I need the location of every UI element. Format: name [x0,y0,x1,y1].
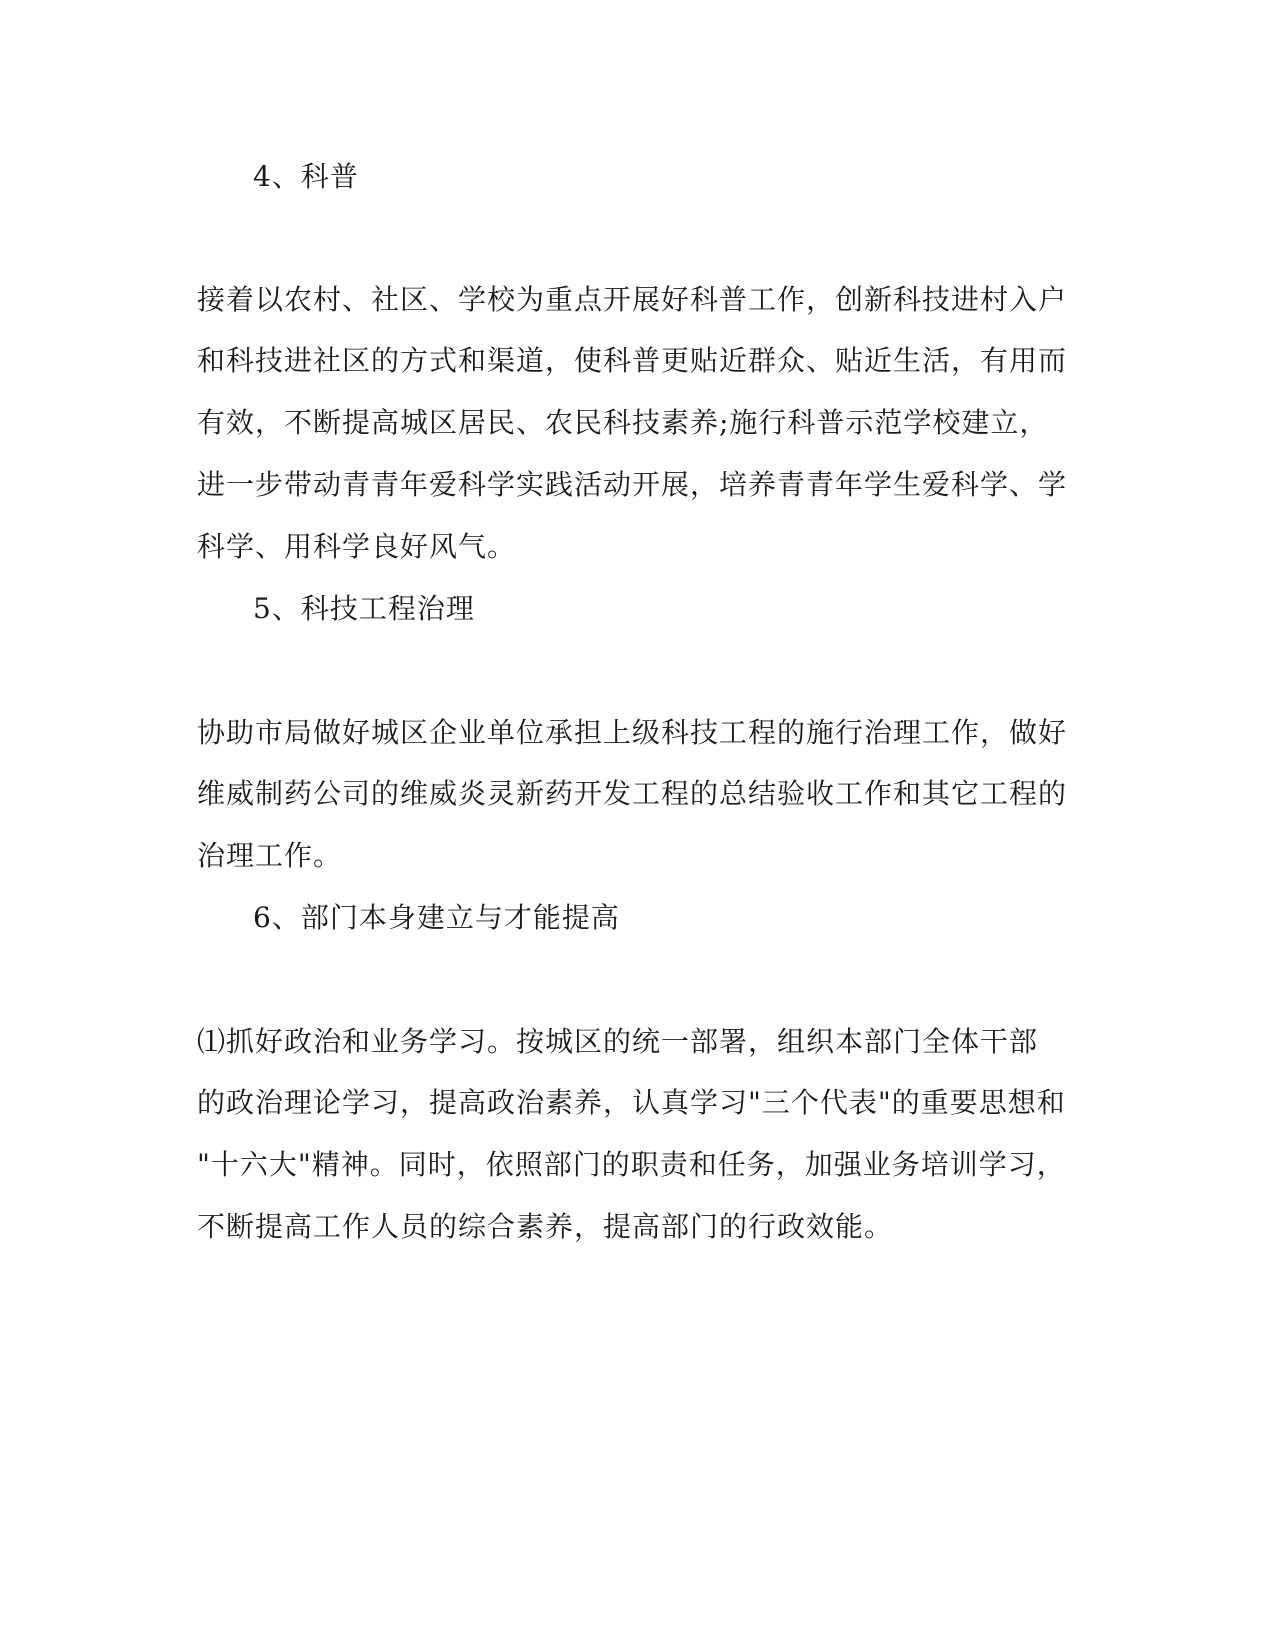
section-5-line-2: 维威制药公司的维威炎灵新药开发工程的总结验收工作和其它工程的 [197,777,1068,810]
section-5-line-1: 协助市局做好城区企业单位承担上级科技工程的施行治理工作，做好 [197,716,1068,749]
section-6-line-4: 不断提高工作人员的综合素养，提高部门的行政效能。 [197,1210,894,1243]
section-6-line-3: "十六大"精神。同时，依照部门的职责和任务，加强业务培训学习， [197,1148,1066,1181]
section-4-line-5: 科学、用科学良好风气。 [197,530,517,563]
section-6-line-1: ⑴抓好政治和业务学习。按城区的统一部署，组织本部门全体干部 [197,1025,1039,1058]
section-4-heading: 4、科普 [253,160,359,193]
section-5-heading: 5、科技工程治理 [253,592,475,625]
section-4-line-2: 和科技进社区的方式和渠道，使科普更贴近群众、贴近生活，有用而 [197,344,1068,377]
section-4-line-3: 有效，不断提高城区居民、农民科技素养;施行科普示范学校建立， [197,406,1049,439]
section-5-line-3: 治理工作。 [197,839,343,872]
section-6-line-2: 的政治理论学习，提高政治素养，认真学习"三个代表"的重要思想和 [197,1086,1066,1119]
section-4-line-4: 进一步带动青青年爱科学实践活动开展，培养青青年学生爱科学、学 [197,468,1068,501]
section-4-line-1: 接着以农村、社区、学校为重点开展好科普工作，创新科技进村入户 [197,283,1068,316]
section-6-heading: 6、部门本身建立与才能提高 [253,901,620,934]
